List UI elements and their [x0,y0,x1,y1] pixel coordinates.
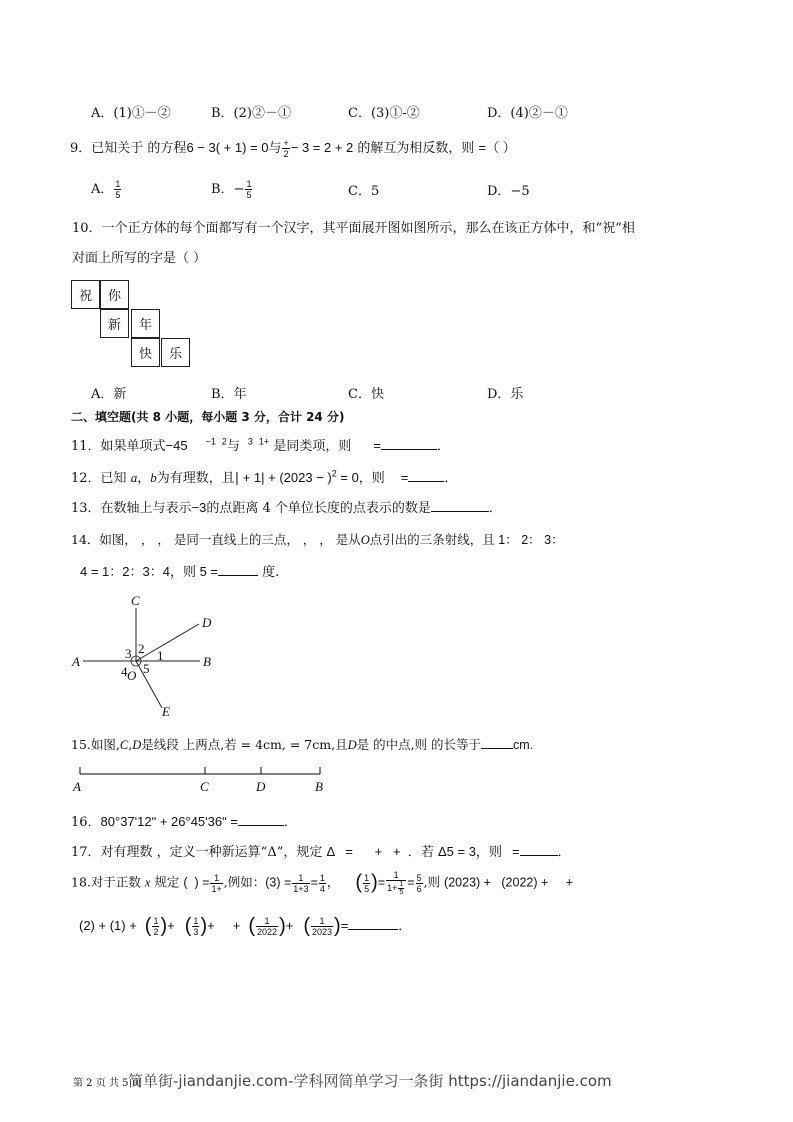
q18-text: ， [326,874,340,890]
left-paren-icon: ( [184,915,192,938]
net-cell: 年 [131,309,160,338]
q18-fraction [152,916,159,937]
net-cell: 新 [100,309,129,338]
q12-text: 为有理数，且| [156,471,240,486]
var-c: C [119,738,129,752]
q18-fraction [363,873,370,894]
q13-period: ． [488,501,502,516]
frac-den: 5 [399,889,404,896]
var-b: b [150,470,157,485]
left-paren-icon: ( [355,871,363,894]
q17-text: 17．对有理数 ，定义一种新运算“Δ”，规定 [71,845,323,860]
var-d: D [347,738,357,752]
q9-text: 的解互为相反数，则 [353,141,479,156]
q9-eq2: − 3 = 2 + 2 [290,140,354,155]
q8-option-c[interactable]: C．(3)①-② [348,106,420,121]
q18-line-1 [71,870,573,896]
q14-line-1 [71,530,564,548]
frac-num: 1 [292,873,309,884]
q18-eq: = [340,918,349,933]
q14-line-2 [80,561,279,580]
q8-option-d[interactable]: D．(4)②－① [487,106,568,121]
answer-blank[interactable] [238,813,284,826]
option-fraction [245,179,252,200]
question-17 [71,841,571,860]
frac-den: 3 [193,927,199,938]
angle-label-1: 1 [157,648,164,663]
q17-text: 则 [488,845,502,860]
frac-num: 1 [386,870,406,881]
left-paren-icon: ( [303,915,310,938]
q10-option-c[interactable]: C．快 [348,387,384,402]
q10-line-1: 10．一个正方体的每个面都写有一个汉字，其平面展开图如图所示，那么在该正方体中，和“祝”相 [72,221,635,236]
q15-text: 15.如图, [71,737,120,752]
q18-example: (3) = [265,875,292,890]
q18-fraction [386,870,406,896]
q15-text: , [128,737,133,752]
net-cell: 你 [100,280,129,309]
frac-num: 1 [399,881,404,888]
option-label: C． [348,184,371,199]
label-c: C [200,779,209,794]
q10-option-b[interactable]: B．年 [211,387,247,402]
q11-exp: 3 [247,436,253,447]
right-paren-icon: ) [371,871,378,894]
watermark: 简单街-jiandanjie.com-学科网简单学习一条街 https://jiandanjie.com [128,1072,612,1090]
left-paren-icon: ( [144,915,152,938]
q16-expr: 80°37ʹ12ʺ + 26°45ʹ36ʺ = [100,814,238,829]
q8-option-b[interactable]: B．(2)②－① [211,106,291,121]
option-label: A． [91,182,114,197]
right-paren-icon: ) [200,915,208,938]
q14-text: 14．如图， ， ， 是同一直线上的三点， ， ， 是从 [71,532,361,547]
q18-fraction [292,873,309,894]
q9-fraction [282,138,289,159]
q9-option-d[interactable] [487,180,530,199]
q10-line-2: 对面上所写的字是（ ） [72,251,207,266]
page-number: 第 2 页 共 5 页 [73,1078,142,1089]
var-x: x [144,875,151,890]
angle-label-4: 4 [121,664,128,679]
frac-den: 2 [153,927,159,938]
q8-option-a[interactable]: A．(1)①－② [91,106,171,121]
q11-eq: = [373,438,381,453]
net-cell: 祝 [71,280,100,309]
label-a: A [72,654,80,669]
q16-number: 16． [71,815,101,830]
option-value: 5 [370,184,380,199]
q10-option-a[interactable]: A．新 [91,387,127,402]
right-paren-icon: ) [279,915,286,938]
left-paren-icon: ( [248,915,256,938]
q11-text: 11．如果单项式 [71,439,166,454]
q17-eq: = [511,844,520,859]
q9-option-b[interactable] [211,178,253,200]
frac-num: 1 [153,916,159,927]
frac-num: 5 [416,872,422,883]
frac-num: 1 [364,872,370,883]
label-b: B [203,654,211,669]
q18-fraction [416,873,423,894]
q18-fx: ( ) = [183,875,210,890]
label-c: C [131,593,140,608]
q11-coef: −45 [165,438,188,453]
q18-eq: = [407,875,415,890]
var-d: D [132,738,142,752]
frac-num: 1 [319,872,325,883]
q18-fraction [192,916,199,937]
q17-text: 若 [420,845,434,860]
ray-od [136,624,199,661]
frac-den-text: 1+ [387,882,398,893]
option-label: B． [211,182,234,197]
net-cell: 乐 [161,338,190,367]
q12-period: ． [444,471,458,486]
net-cell: 快 [131,338,160,367]
q12-exp: 2 [331,468,337,479]
q18-sum: (2) + (1) + [79,918,137,933]
frac-den: 5 [246,190,252,200]
q18-text: 18.对于正数 [71,874,141,890]
q18-plus: + + [207,918,241,933]
question-12 [71,467,457,486]
q18-fraction [256,916,278,937]
q18-text: ,例如： [223,874,266,890]
angle-label-2: 2 [138,641,145,656]
q11-exp: 1+ [258,436,270,447]
q12-text: ， [137,471,151,486]
frac-num: 1 [210,873,222,884]
answer-blank[interactable] [408,469,444,482]
frac-num: + [283,138,289,148]
q16-period: ． [283,815,297,830]
q18-fraction [311,916,333,937]
q18-sum: (2023) + (2022) + + [444,875,573,890]
question-16 [71,811,297,830]
q18-eq: = [310,875,318,890]
frac-den [386,881,406,896]
nested-fraction [398,881,404,896]
frac-den: 2023 [312,927,333,938]
answer-blank[interactable] [218,563,258,576]
q15-text: 是线段 上两点,若 = 4cm, = 7cm,且 [141,737,348,752]
q18-text: ,则 [423,874,441,890]
label-o: O [127,668,137,683]
answer-blank[interactable] [348,917,398,930]
q18-period: ． [398,918,412,933]
answer-blank[interactable] [520,843,558,856]
answer-blank[interactable] [481,736,513,749]
q13-text: 的点距离 4 个单位长度的点表示的数是 [206,501,431,516]
q9-text: 的方程 [147,141,187,156]
q11-text: 是同类项，则 [273,439,352,454]
q14-ratio: 1： 2： 3： [494,533,564,547]
q12-text: 12．已知 [71,471,127,486]
frac-den: 1+3 [293,883,309,894]
frac-num: 1 [246,179,252,189]
label-a: A [73,779,81,794]
q9-option-a[interactable] [91,178,122,200]
question-15 [71,735,533,753]
question-13 [71,497,502,516]
q17-period: ． [557,845,571,860]
q9-text: 与 [268,141,282,156]
section-heading: 二、填空题(共 8 小题，每小题 3 分，合计 24 分) [71,410,345,424]
q15-text: 是 的中点,则 的长等于 [356,737,482,752]
var-a: a [130,470,138,485]
right-paren-icon: ) [334,915,341,938]
q11-period: ． [436,439,450,454]
option-label: D． [487,184,511,199]
frac-den: 2022 [257,927,278,938]
frac-num: 1 [256,916,278,927]
option-fraction [114,179,121,200]
q9-eq1: 6 − 3( + 1) = 0 [186,140,269,155]
q9-answer-paren: =（ ） [478,140,516,155]
label-d: D [202,615,212,630]
q13-number: −3 [191,500,207,515]
q18-plus: + [285,918,294,933]
q9-number: 9． [70,141,92,156]
q12-expr: + 1| + (2023 − ) [239,470,332,485]
q18-fraction [319,873,326,894]
frac-den: 4 [319,883,325,894]
q10-option-d[interactable]: D．乐 [487,387,524,402]
q15-unit: cm. [513,738,534,752]
frac-den: 6 [416,883,422,894]
q11-text: 与 [226,439,240,454]
var-o: O [360,533,370,547]
q13-text: 13．在数轴上与表示 [71,501,192,516]
frac-den: 5 [115,190,121,200]
answer-blank[interactable] [431,499,489,512]
angle-label-5: 5 [143,661,150,676]
q12-expr: = 0，则 [336,470,385,485]
q14-text: 4 = 1：2：3：4，则 5 = [80,564,219,579]
angle-label-3: 3 [125,646,132,661]
label-e: E [162,704,170,719]
q18-eq: = [377,875,386,890]
q11-exp: −1 [205,436,216,447]
frac-den: 2 [283,149,289,159]
q9-text: 已知关于 [91,141,148,156]
q18-fraction [210,873,222,894]
q17-definition: Δ = + + ． [326,844,421,859]
answer-blank[interactable] [381,437,437,450]
option-sign: − [233,182,245,197]
q17-condition: Δ5 = 3， [437,844,489,859]
question-11 [71,435,450,454]
frac-den: 1+ [211,883,222,894]
q18-text: 规定 [154,874,180,890]
q12-eq: = [400,470,409,485]
right-paren-icon: ) [160,915,168,938]
q9-option-c[interactable] [348,180,379,199]
angle-figure [60,590,260,720]
label-b: B [315,779,323,794]
q14-unit: 度. [258,565,280,580]
question-9 [70,137,516,159]
frac-num: 1 [193,916,199,927]
frac-num: 1 [311,916,333,927]
q14-text: 点引出的三条射线，且 [369,532,495,547]
label-d: D [256,779,266,794]
q18-plus: + [167,918,175,933]
frac-den: 5 [364,883,370,894]
frac-num: 1 [115,179,121,189]
option-value: −5 [510,184,530,199]
segment-figure [70,762,330,796]
q11-exp: 2 [221,436,227,447]
q18-line-2 [79,915,411,938]
